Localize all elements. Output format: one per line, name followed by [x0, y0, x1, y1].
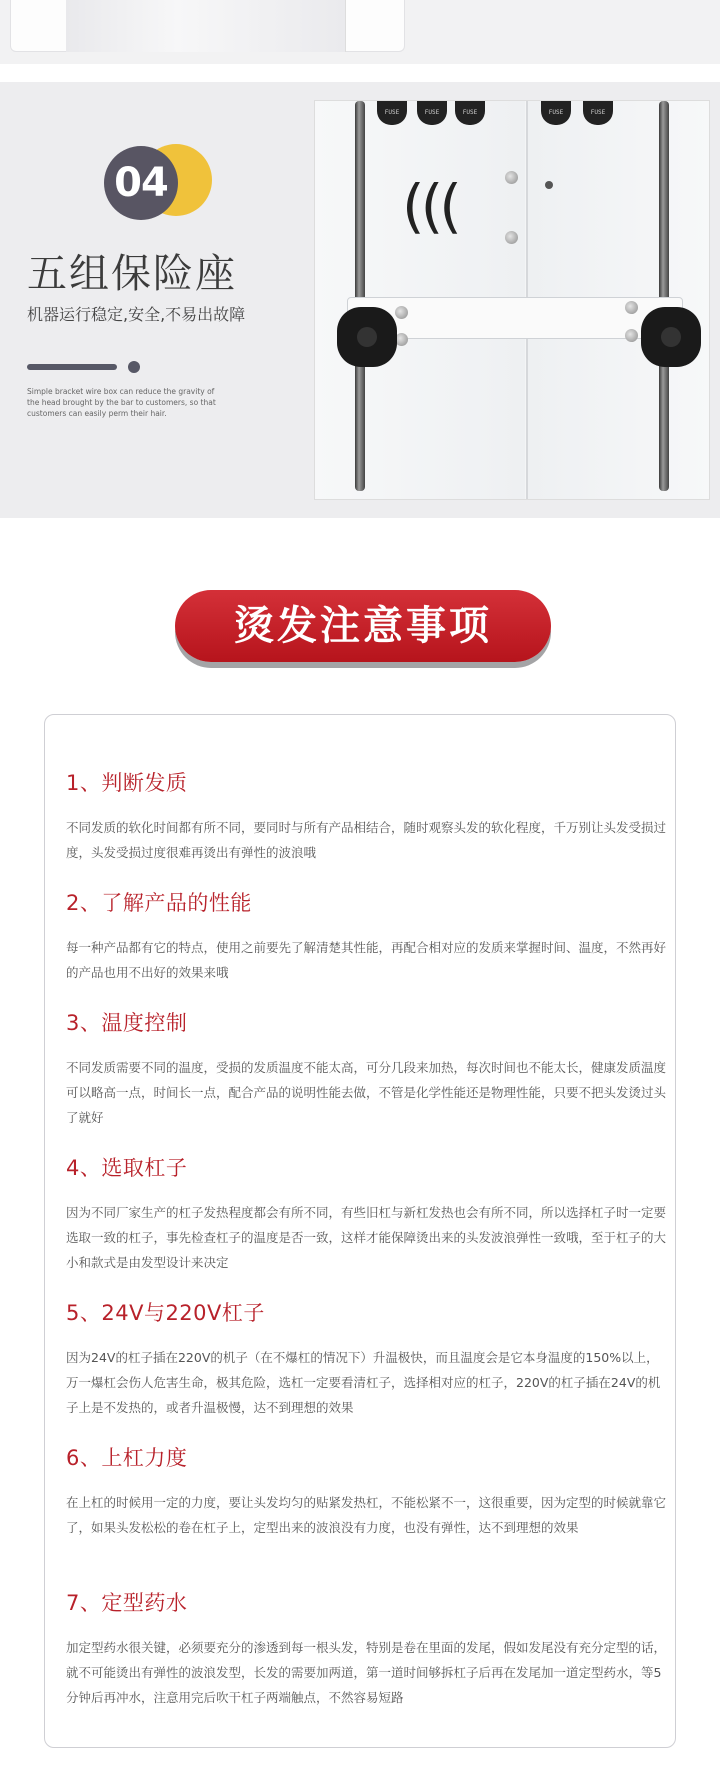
- note-heading: 1、判断发质: [66, 771, 188, 795]
- note-item: [66, 1152, 666, 1275]
- feature-subtitle: 机器运行稳定,安全,不易出故障: [27, 305, 246, 324]
- product-image-fragment: [66, 0, 346, 52]
- note-body: 因为24V的杠子插在220V的机子（在不爆杠的情况下）升温极快，而且温度会是它本身温度的150%以上，万一爆杠会伤人危害生命，极其危险，选杠一定要看清杠子，选择相对应的杠子，220V的杠子插在24V的机子上是不发热的，或者升温极慢，达不到理想的效果: [66, 1350, 661, 1415]
- fuse-cap: FUSE: [541, 101, 571, 125]
- screw-icon: [505, 231, 518, 244]
- fuse-cap: FUSE: [417, 101, 447, 125]
- panel-hole: [545, 181, 553, 189]
- fuse-cap: FUSE: [455, 101, 485, 125]
- feature-number-badge: [104, 144, 214, 224]
- feature-section: [0, 82, 720, 518]
- fuse-cap: FUSE: [583, 101, 613, 125]
- section-title-pill: [175, 590, 551, 662]
- right-knob: [641, 307, 701, 367]
- fuse-holder-product-image: [314, 100, 710, 500]
- previous-section-strip: [0, 0, 720, 64]
- right-rod: [659, 101, 669, 491]
- note-item: [66, 767, 666, 865]
- note-item: [66, 1297, 666, 1420]
- note-item: [66, 1442, 666, 1540]
- note-body: 每一种产品都有它的特点，使用之前要先了解清楚其性能，再配合相对应的发质来掌握时间、温度，不然再好的产品也用不出好的效果来哦: [66, 940, 667, 980]
- note-heading: 2、了解产品的性能: [66, 891, 252, 915]
- feature-title: 五组保险座: [27, 251, 237, 297]
- note-body: 加定型药水很关键，必须要充分的渗透到每一根头发，特别是卷在里面的发尾，假如发尾没有充分定型的话，就不可能烫出有弹性的波浪发型，长发的需要加两道，第一道时间够拆杠子后再在发尾加一道定型药水，等5分钟后再冲水，注意用完后吹干杠子两端触点，不然容易短路: [66, 1640, 667, 1705]
- notes-box: [44, 714, 676, 1748]
- screw-icon: [625, 301, 638, 314]
- note-body: 因为不同厂家生产的杠子发热程度都会有所不同，有些旧杠与新杠发热也会有所不同，所以选择杠子时一定要选取一致的杠子，事先检查杠子的温度是否一致，这样才能保障烫出来的头发波浪弹性一致哦，至于杠子的大小和款式是由发型设计来决定: [66, 1205, 667, 1270]
- left-knob: [337, 307, 397, 367]
- section-title: 烫发注意事项: [234, 603, 492, 649]
- note-item: [66, 1007, 666, 1130]
- note-heading: 3、温度控制: [66, 1011, 188, 1035]
- screw-icon: [505, 171, 518, 184]
- note-heading: 5、24V与220V杠子: [66, 1301, 265, 1325]
- screw-icon: [395, 306, 408, 319]
- screw-icon: [625, 329, 638, 342]
- slider-track: [27, 364, 117, 370]
- decorative-slider: [27, 361, 143, 373]
- slider-dot: [128, 361, 140, 373]
- note-heading: 6、上杠力度: [66, 1446, 188, 1470]
- note-item: [66, 1587, 666, 1710]
- fuse-cap: FUSE: [377, 101, 407, 125]
- note-body: 不同发质需要不同的温度，受损的发质温度不能太高，可分几段来加热，每次时间也不能太长，健康发质温度可以略高一点，时间长一点，配合产品的说明性能去做，不管是化学性能还是物理性能，只要不把头发烫过头了就好: [66, 1060, 667, 1125]
- note-body: 不同发质的软化时间都有所不同，要同时与所有产品相结合，随时观察头发的软化程度，千万别让头发受损过度，头发受损过度很难再烫出有弹性的波浪哦: [66, 820, 667, 860]
- note-heading: 4、选取杠子: [66, 1156, 188, 1180]
- note-heading: 7、定型药水: [66, 1591, 188, 1615]
- wireless-signal-icon: (((: [402, 172, 458, 240]
- feature-english-description: Simple bracket wire box can reduce the gravity of the head brought by the bar to customers, so that customers can easily perm their hair.: [27, 387, 216, 418]
- note-item: [66, 887, 666, 985]
- left-rod: [355, 101, 365, 491]
- note-body: 在上杠的时候用一定的力度，要让头发均匀的贴紧发热杠，不能松紧不一，这很重要，因为定型的时候就靠它了，如果头发松松的卷在杠子上，定型出来的波浪没有力度，也没有弹性，达不到理想的效果: [66, 1495, 667, 1535]
- feature-number: 04: [104, 146, 178, 220]
- previous-product-card: [10, 0, 405, 52]
